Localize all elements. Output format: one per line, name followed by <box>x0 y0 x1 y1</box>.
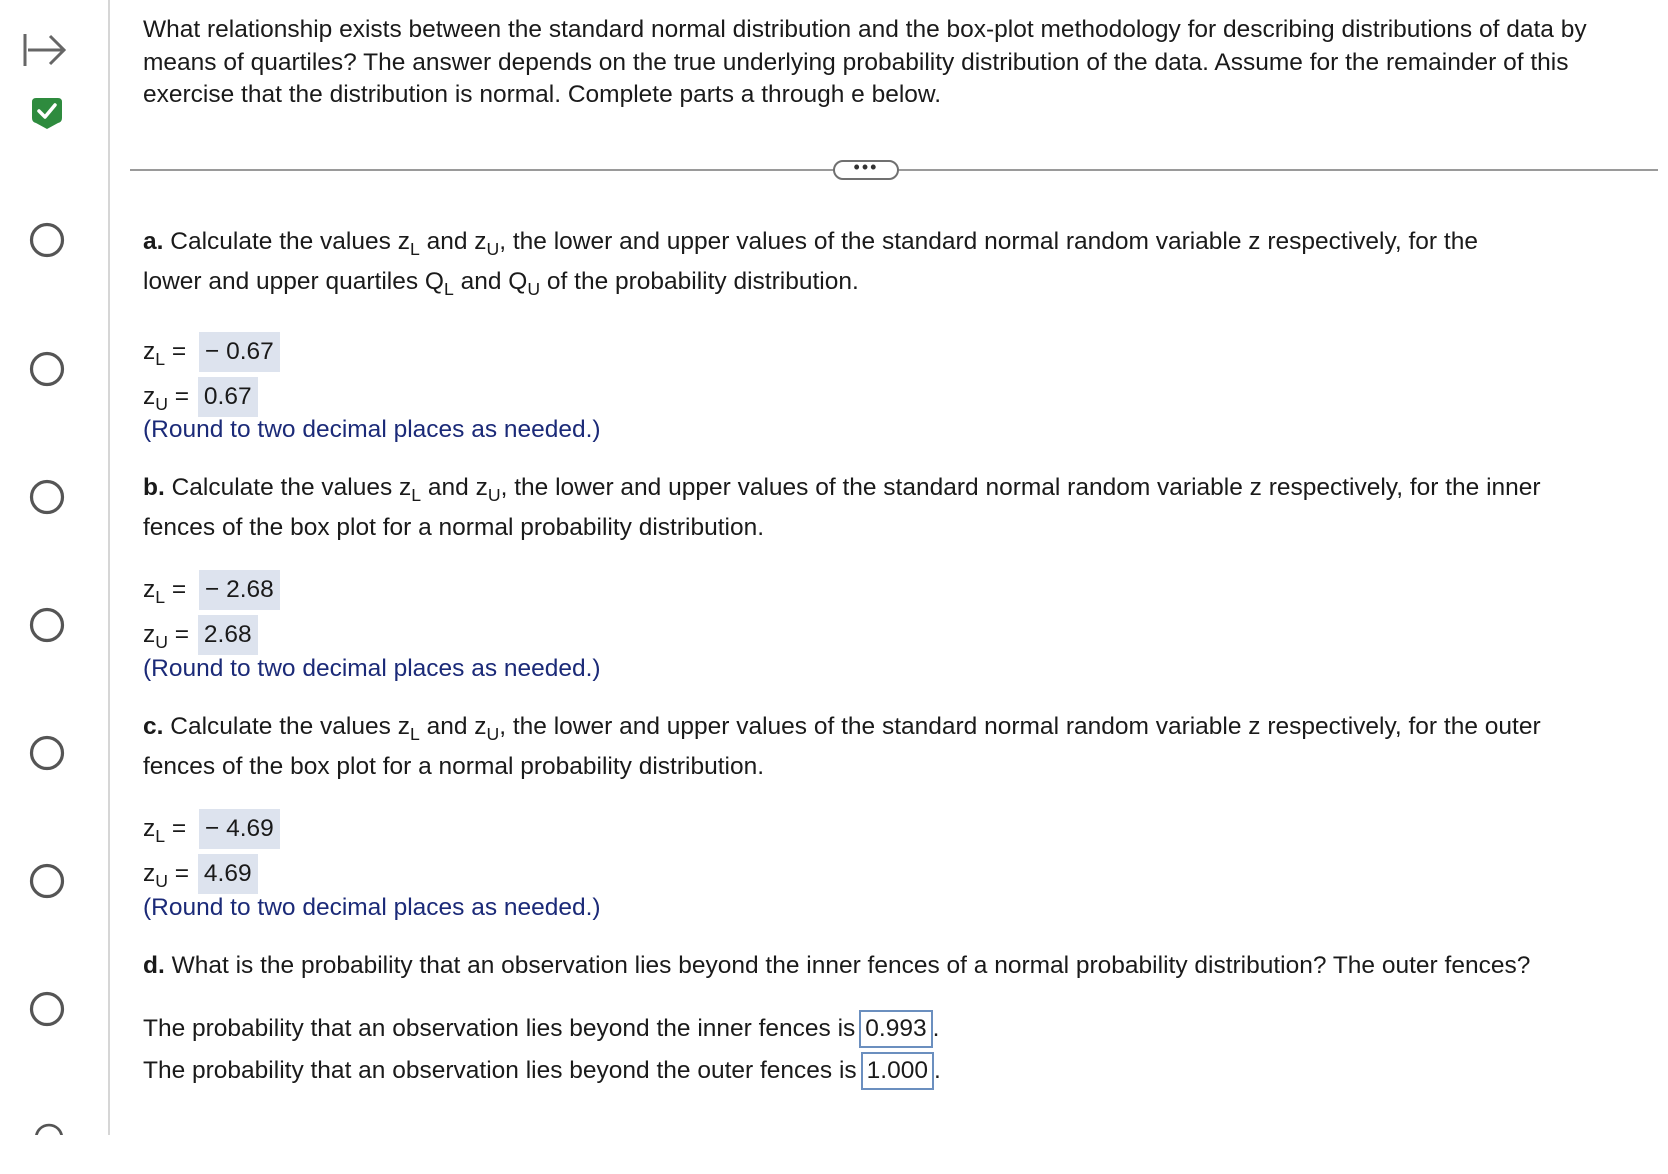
part-b-zl-row <box>143 570 280 610</box>
zl-answer[interactable]: − 0.67 <box>199 332 280 372</box>
more-options-button[interactable]: ••• <box>833 160 899 180</box>
inner-fence-answer[interactable]: 0.993 <box>859 1010 932 1048</box>
zu-label: $z_U$ = <box>143 860 190 892</box>
zl-label: $z_L$ = <box>143 338 187 370</box>
part-d-question <box>143 950 1530 982</box>
part-c-zu-row <box>143 854 258 894</box>
part-b-zu-row <box>143 615 258 655</box>
zu-label: $z_U$ = <box>143 383 190 415</box>
outer-fence-answer[interactable]: 1.000 <box>861 1052 934 1090</box>
question-status-circle-icon[interactable] <box>29 351 65 387</box>
period: . <box>932 1015 940 1042</box>
part-a-zl-row <box>143 332 280 372</box>
zl-answer[interactable]: − 4.69 <box>199 809 280 849</box>
period: . <box>933 1057 941 1084</box>
zu-label: $z_U$ = <box>143 621 190 653</box>
part-b-text-2: fences of the box plot for a normal probability distribution. <box>143 514 765 541</box>
part-c-zl-row <box>143 809 280 849</box>
outer-fence-text: The probability that an observation lies beyond the outer fences is <box>143 1057 857 1084</box>
part-c-line2 <box>143 751 764 783</box>
question-sidebar <box>0 0 110 1135</box>
part-a-text: Calculate the values $z_L$ and $z_U$, the lower and upper values of the standard normal random variable z respectively, for the <box>170 228 1478 260</box>
part-a-zu-row <box>143 377 258 417</box>
question-status-circle-icon[interactable] <box>29 991 65 1027</box>
zu-answer[interactable]: 2.68 <box>198 615 258 655</box>
zl-label: $z_L$ = <box>143 576 187 608</box>
question-status-circle-icon[interactable] <box>29 735 65 771</box>
round-hint: (Round to two decimal places as needed.) <box>143 894 601 921</box>
part-b-line1 <box>143 472 1541 511</box>
zl-label: $z_L$ = <box>143 815 187 847</box>
part-a-label: a. <box>143 228 164 255</box>
round-hint: (Round to two decimal places as needed.) <box>143 416 601 443</box>
part-b-text: Calculate the values $z_L$ and $z_U$, the lower and upper values of the standard normal random variable z respectively, for the inner <box>171 474 1541 506</box>
part-a-line2 <box>143 266 859 305</box>
part-c-text: Calculate the values $z_L$ and $z_U$, the lower and upper values of the standard normal random variable z respectively, for the outer <box>170 713 1541 745</box>
outer-fence-row <box>143 1052 941 1090</box>
part-c-line1 <box>143 711 1541 750</box>
zu-answer[interactable]: 4.69 <box>198 854 258 894</box>
zl-answer[interactable]: − 2.68 <box>199 570 280 610</box>
question-status-circle-icon[interactable] <box>29 607 65 643</box>
inner-fence-text: The probability that an observation lies beyond the inner fences is <box>143 1015 856 1042</box>
question-status-circle-icon[interactable] <box>29 222 65 258</box>
part-c-text-2: fences of the box plot for a normal probability distribution. <box>143 753 765 780</box>
check-badge-icon <box>28 96 66 130</box>
round-hint: (Round to two decimal places as needed.) <box>143 655 601 682</box>
part-b-label: b. <box>143 474 165 501</box>
zu-answer[interactable]: 0.67 <box>198 377 258 417</box>
expand-arrow-icon[interactable] <box>22 30 68 70</box>
question-status-circle-icon[interactable] <box>29 863 65 899</box>
part-a-text-2: lower and upper quartiles $Q_L$ and $Q_U$ of the probability distribution. <box>143 268 859 300</box>
part-a-line1 <box>143 226 1478 265</box>
part-d-text: What is the probability that an observation lies beyond the inner fences of a normal probability distribution? The outer fences? <box>171 952 1531 979</box>
question-status-circle-icon[interactable] <box>29 479 65 515</box>
question-intro: What relationship exists between the standard normal distribution and the box-plot methodology for describing distributions of data by means of quartiles? The answer depends on the true underlying probability distribution of the data. Assume for the remainder of this exercise that the distribution is normal. Complete parts a through e below. <box>143 16 1587 108</box>
question-status-circle-icon[interactable] <box>34 1120 64 1135</box>
part-b-line2 <box>143 512 764 544</box>
inner-fence-row <box>143 1010 939 1048</box>
part-d-label: d. <box>143 952 165 979</box>
part-c-label: c. <box>143 713 164 740</box>
